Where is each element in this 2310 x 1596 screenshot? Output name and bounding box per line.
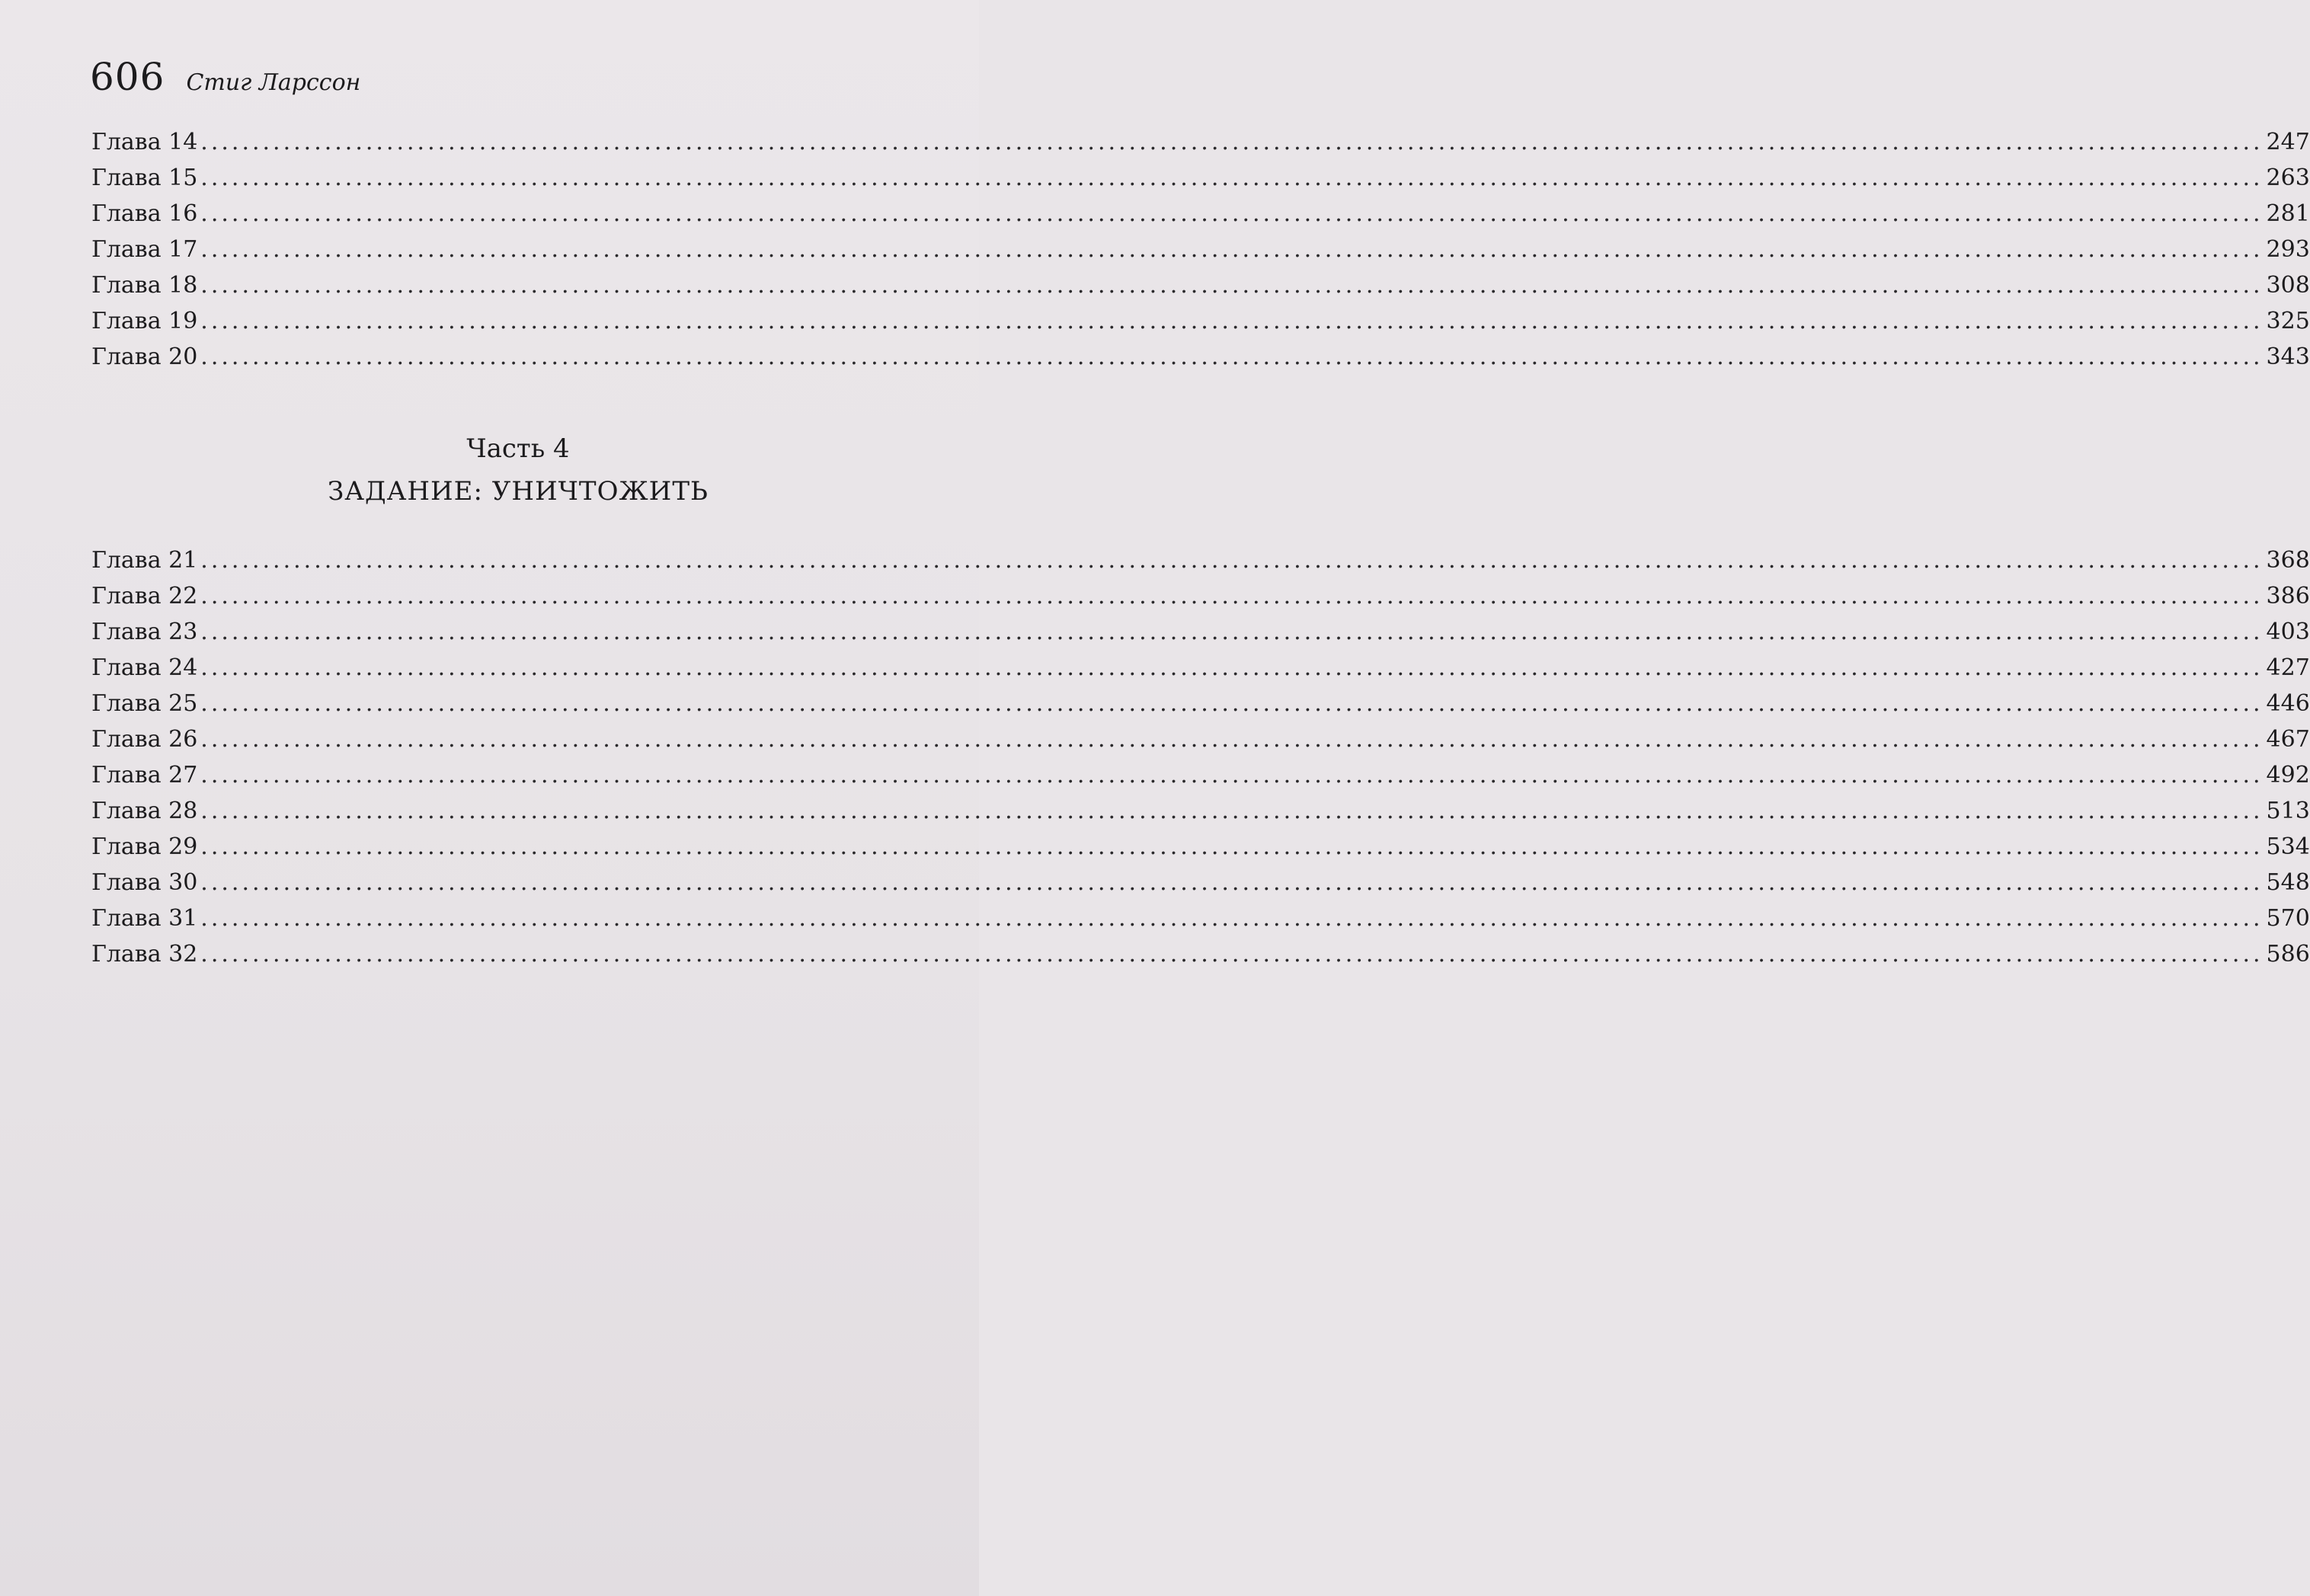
dot-leader: ........................................................................................................................................................................................................ [200, 726, 2264, 753]
toc-entry [91, 686, 2310, 721]
toc-entry [91, 339, 2310, 375]
chapter-page: 534 [2266, 833, 2310, 860]
dot-leader: ........................................................................................................................................................................................................ [200, 869, 2264, 896]
dot-leader: ........................................................................................................................................................................................................ [200, 941, 2264, 968]
toc-entry [91, 232, 2310, 267]
dot-leader: ........................................................................................................................................................................................................ [200, 129, 2264, 155]
dot-leader: ........................................................................................................................................................................................................ [200, 236, 2264, 263]
part-heading [0, 427, 1036, 513]
toc-section-1 [91, 124, 2310, 375]
chapter-label: Глава 27 [91, 762, 198, 788]
toc-entry [91, 829, 2310, 865]
chapter-page: 513 [2266, 798, 2310, 824]
dot-leader: ........................................................................................................................................................................................................ [200, 308, 2264, 334]
chapter-label: Глава 15 [91, 165, 198, 191]
toc-entry [91, 124, 2310, 160]
toc-entry [91, 303, 2310, 339]
chapter-label: Глава 19 [91, 308, 198, 334]
toc-section-part4 [91, 542, 2310, 972]
chapter-label: Глава 31 [91, 905, 198, 932]
toc-entry [91, 900, 2310, 936]
chapter-label: Глава 14 [91, 129, 198, 155]
chapter-page: 343 [2266, 344, 2310, 370]
toc-entry [91, 196, 2310, 232]
chapter-page: 427 [2266, 654, 2310, 681]
chapter-label: Глава 20 [91, 344, 198, 370]
dot-leader: ........................................................................................................................................................................................................ [200, 762, 2264, 788]
toc-entry [91, 793, 2310, 829]
chapter-label: Глава 25 [91, 690, 198, 717]
chapter-label: Глава 22 [91, 583, 198, 609]
chapter-label: Глава 28 [91, 798, 198, 824]
chapter-label: Глава 26 [91, 726, 198, 753]
chapter-page: 446 [2266, 690, 2310, 717]
chapter-label: Глава 23 [91, 619, 198, 645]
chapter-label: Глава 29 [91, 833, 198, 860]
dot-leader: ........................................................................................................................................................................................................ [200, 547, 2264, 574]
chapter-page: 492 [2266, 762, 2310, 788]
chapter-label: Глава 18 [91, 272, 198, 299]
toc-entry [91, 542, 2310, 578]
chapter-page: 548 [2266, 869, 2310, 896]
toc-entry [91, 650, 2310, 686]
chapter-label: Глава 21 [91, 547, 198, 574]
chapter-label: Глава 32 [91, 941, 198, 968]
chapter-label: Глава 30 [91, 869, 198, 896]
toc-entry [91, 865, 2310, 900]
chapter-label: Глава 17 [91, 236, 198, 263]
dot-leader: ........................................................................................................................................................................................................ [200, 344, 2264, 370]
author-name: Стиг Ларссон [186, 69, 361, 96]
page-number: 606 [90, 55, 165, 99]
toc-entry [91, 757, 2310, 793]
chapter-page: 247 [2266, 129, 2310, 155]
toc-entry [91, 160, 2310, 196]
dot-leader: ........................................................................................................................................................................................................ [200, 200, 2264, 227]
dot-leader: ........................................................................................................................................................................................................ [200, 165, 2264, 191]
dot-leader: ........................................................................................................................................................................................................ [200, 654, 2264, 681]
dot-leader: ........................................................................................................................................................................................................ [200, 583, 2264, 609]
toc-entry [91, 721, 2310, 757]
part-title: ЗАДАНИЕ: УНИЧТОЖИТЬ [328, 476, 709, 507]
part-number: Часть 4 [466, 433, 570, 464]
toc-entry [91, 936, 2310, 972]
chapter-page: 467 [2266, 726, 2310, 753]
dot-leader: ........................................................................................................................................................................................................ [200, 272, 2264, 299]
toc-entry [91, 267, 2310, 303]
chapter-page: 570 [2266, 905, 2310, 932]
dot-leader: ........................................................................................................................................................................................................ [200, 833, 2264, 860]
chapter-page: 293 [2266, 236, 2310, 263]
toc-entry [91, 614, 2310, 650]
chapter-page: 325 [2266, 308, 2310, 334]
chapter-page: 281 [2266, 200, 2310, 227]
running-head [90, 55, 360, 99]
chapter-page: 586 [2266, 941, 2310, 968]
chapter-page: 386 [2266, 583, 2310, 609]
dot-leader: ........................................................................................................................................................................................................ [200, 798, 2264, 824]
chapter-page: 368 [2266, 547, 2310, 574]
chapter-page: 308 [2266, 272, 2310, 299]
chapter-label: Глава 24 [91, 654, 198, 681]
dot-leader: ........................................................................................................................................................................................................ [200, 905, 2264, 932]
toc-entry [91, 578, 2310, 614]
chapter-page: 403 [2266, 619, 2310, 645]
chapter-label: Глава 16 [91, 200, 198, 227]
dot-leader: ........................................................................................................................................................................................................ [200, 690, 2264, 717]
chapter-page: 263 [2266, 165, 2310, 191]
dot-leader: ........................................................................................................................................................................................................ [200, 619, 2264, 645]
